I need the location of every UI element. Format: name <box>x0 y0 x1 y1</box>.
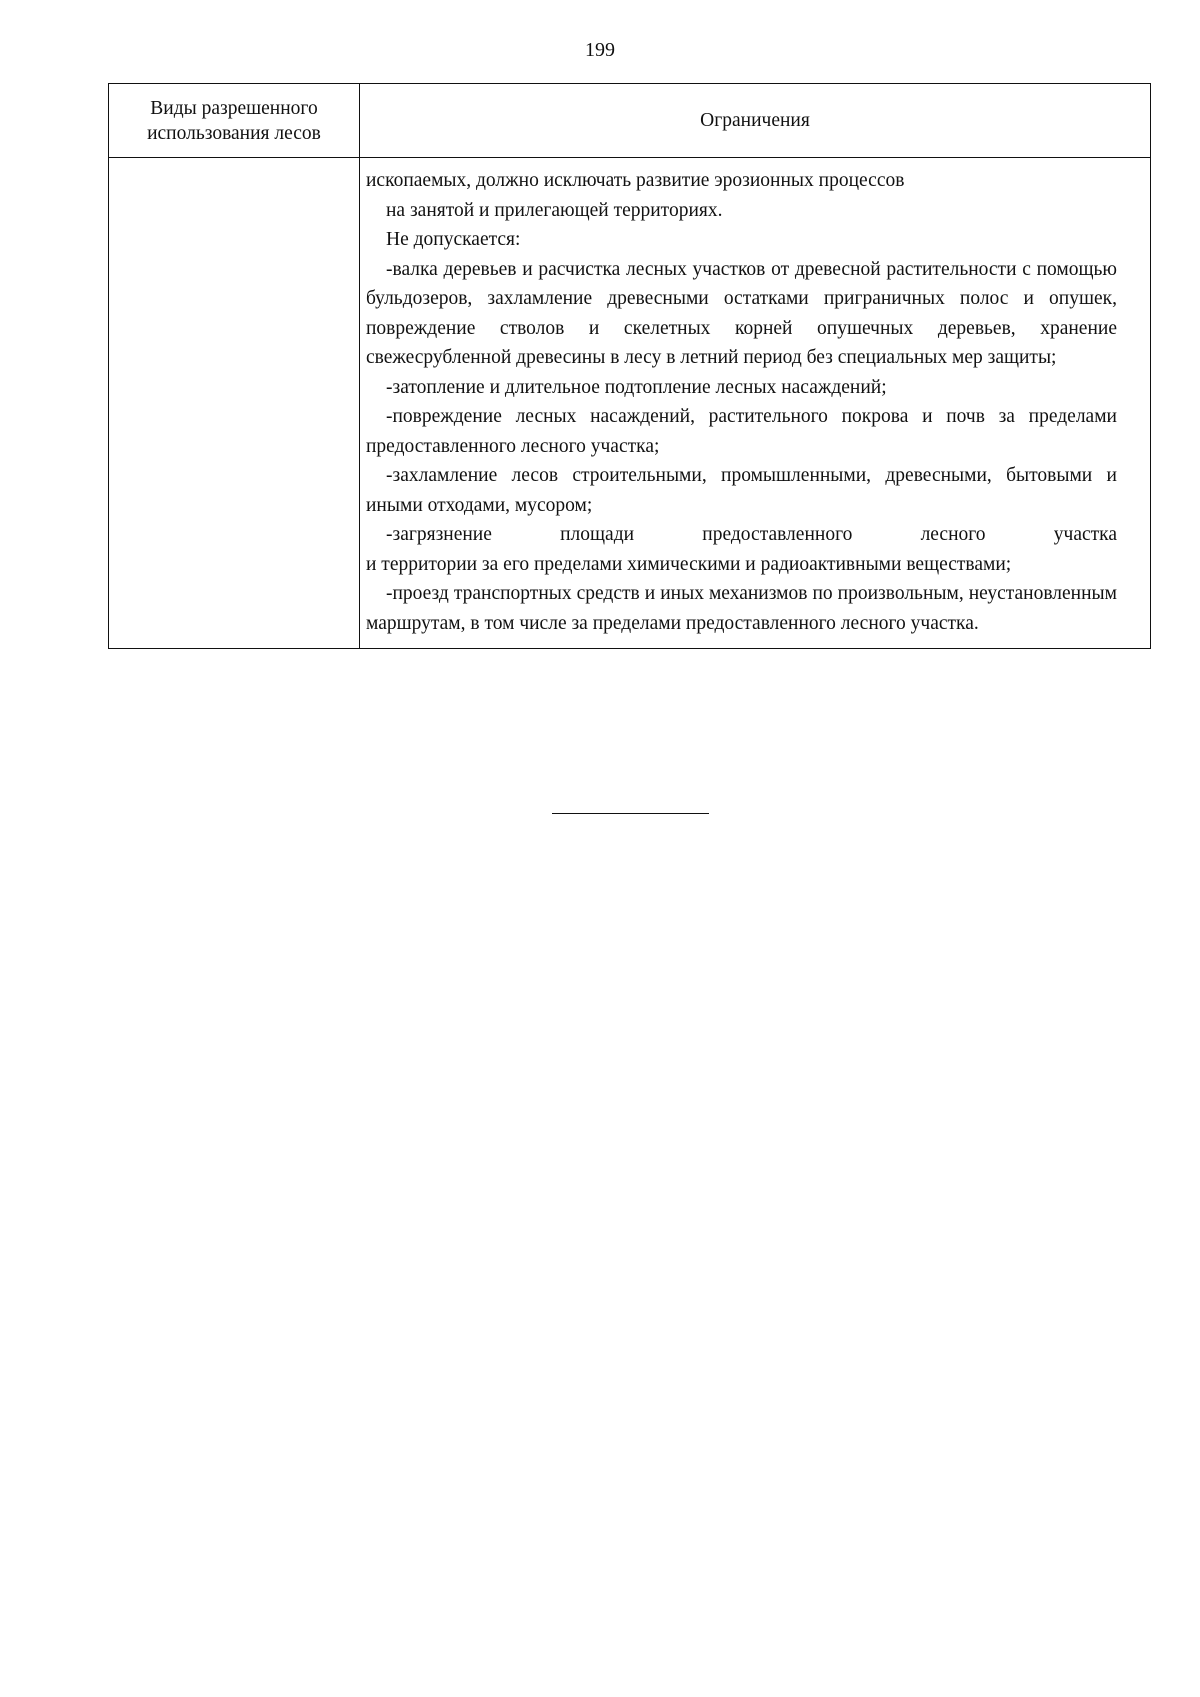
header-cell-restrictions: Ограничения <box>360 84 1151 158</box>
restriction-paragraph: на занятой и прилегающей территориях. <box>386 199 723 221</box>
table-row <box>109 158 1151 649</box>
restriction-paragraph: -валка деревьев и расчистка лесных участков от древесной растительности с помощью бульдозеров, захламление древесными остатками приграничных полос и опушек, повреждение стволов и скелетных корней опушечных деревьев, хранение свежесрубленной древесины в лесу в летний период без специальных мер защиты; <box>366 258 1117 368</box>
restrictions-table <box>108 83 1151 649</box>
end-of-section-rule <box>552 813 709 814</box>
restriction-paragraph: ископаемых, должно исключать развитие эрозионных процессов <box>366 170 905 191</box>
restriction-paragraph: -загрязнение площади предоставленного лесного участка <box>386 524 1117 545</box>
restriction-paragraph: -повреждение лесных насаждений, растительного покрова и почв за пределами предоставленного лесного участка; <box>366 406 1117 457</box>
forest-use-type-cell <box>109 158 360 649</box>
page-number: 199 <box>585 39 615 61</box>
restriction-paragraph: -затопление и длительное подтопление лесных насаждений; <box>386 376 887 398</box>
restriction-paragraph: и территории за его пределами химическими и радиоактивными веществами; <box>366 553 1012 575</box>
table-header-row <box>109 84 1151 158</box>
restriction-paragraph: -захламление лесов строительными, промышленными, древесными, бытовыми и иными отходами, мусором; <box>366 465 1117 516</box>
restrictions-cell <box>360 158 1151 649</box>
header-forest-use-types-line2: использования лесов <box>147 122 321 144</box>
header-forest-use-types-line1: Виды разрешенного <box>150 97 318 119</box>
restriction-paragraph: Не допускается: <box>386 229 521 250</box>
restriction-paragraph: -проезд транспортных средств и иных механизмов по произвольным, неустановленным маршрутам, в том числе за пределами предоставленного лесного участка. <box>366 583 1117 634</box>
header-cell-forest-use-types <box>109 84 360 158</box>
